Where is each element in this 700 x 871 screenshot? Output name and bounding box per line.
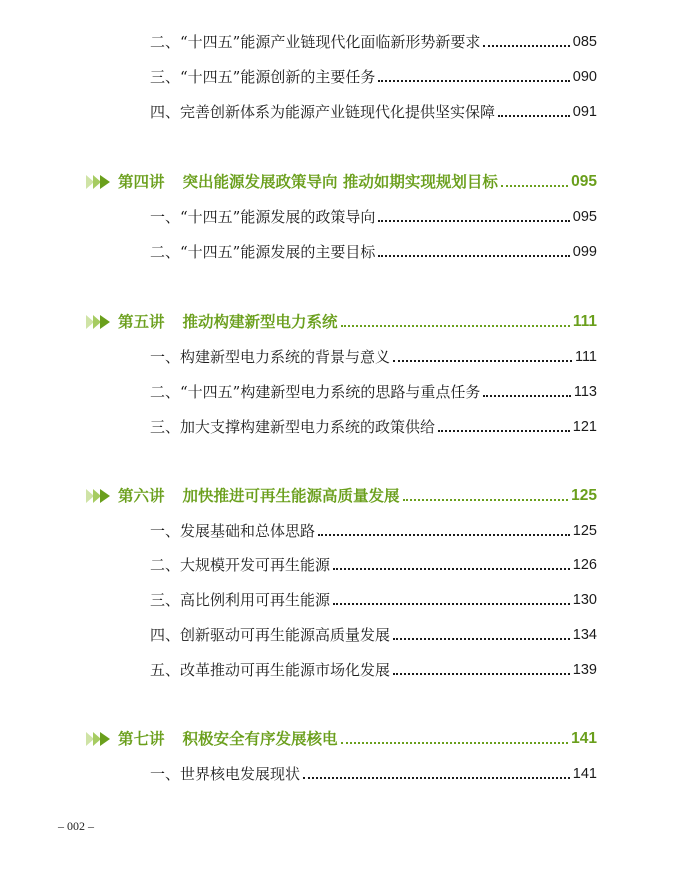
dot-leader <box>393 638 570 640</box>
chapter-number: 第六讲 <box>118 486 165 505</box>
dot-leader <box>438 430 570 432</box>
toc-chapter-entry[interactable] <box>86 482 597 506</box>
toc-section-title: 一、世界核电发展现状 <box>150 765 301 783</box>
toc-page-number: 113 <box>573 384 597 400</box>
toc-page-number: 090 <box>572 69 597 85</box>
toc-page-number: 125 <box>572 523 597 539</box>
toc-chapter-entry[interactable] <box>86 308 597 332</box>
chapter-arrow-icon <box>86 172 112 192</box>
dot-leader <box>378 80 569 82</box>
toc-section-title: 二、大规模开发可再生能源 <box>150 556 331 574</box>
toc-page-number: 111 <box>572 313 597 330</box>
toc-page-number: 085 <box>572 34 597 50</box>
toc-section-title: 二、“十四五”能源发展的主要目标 <box>150 243 376 261</box>
dot-leader <box>378 220 569 222</box>
toc-section-entry[interactable] <box>150 63 597 87</box>
dot-leader <box>318 534 570 536</box>
chapter-title: 突出能源发展政策导向 推动如期实现规划目标 <box>182 172 498 191</box>
dot-leader <box>333 568 570 570</box>
chapter-number: 第七讲 <box>118 729 165 748</box>
toc-section-title: 三、加大支撑构建新型电力系统的政策供给 <box>150 418 436 436</box>
dot-leader <box>378 255 569 257</box>
toc-page-number: 121 <box>572 419 597 435</box>
toc-section-entry[interactable] <box>150 28 597 52</box>
dot-leader <box>303 777 570 779</box>
toc-section-entry[interactable] <box>150 238 597 262</box>
toc-page-number: 130 <box>572 592 597 608</box>
toc-section-title: 五、改革推动可再生能源市场化发展 <box>150 661 391 679</box>
toc-section-entry[interactable] <box>150 760 597 784</box>
dot-leader <box>501 185 568 187</box>
toc-section-title: 四、创新驱动可再生能源高质量发展 <box>150 626 391 644</box>
dot-leader <box>483 395 571 397</box>
toc-section-title: 一、发展基础和总体思路 <box>150 522 316 540</box>
toc-page-number: 095 <box>571 173 597 190</box>
toc-section-entry[interactable] <box>150 203 597 227</box>
toc-section-entry[interactable] <box>150 517 597 541</box>
toc-section-title: 四、完善创新体系为能源产业链现代化提供坚实保障 <box>150 103 496 121</box>
chapter-arrow-icon <box>86 729 112 749</box>
toc-page-number: 141 <box>572 766 597 782</box>
toc-section-title: 二、“十四五”能源产业链现代化面临新形势新要求 <box>150 33 481 51</box>
dot-leader <box>341 742 569 744</box>
toc-page-number: 111 <box>574 349 597 365</box>
dot-leader <box>341 325 570 327</box>
toc-section-entry[interactable] <box>150 343 597 367</box>
toc-section-entry[interactable] <box>150 378 597 402</box>
chapter-arrow-icon <box>86 312 112 332</box>
toc-page-number: 099 <box>572 244 597 260</box>
dot-leader <box>483 45 569 47</box>
toc-page-number: 126 <box>572 557 597 573</box>
chapter-title: 推动构建新型电力系统 <box>182 312 338 331</box>
toc-section-entry[interactable] <box>150 621 597 645</box>
toc-section-title: 一、“十四五”能源发展的政策导向 <box>150 208 376 226</box>
toc-page-number: 139 <box>572 662 597 678</box>
dot-leader <box>498 115 570 117</box>
page-footer-number: – 002 – <box>58 819 94 833</box>
chapter-arrow-icon <box>86 486 112 506</box>
dot-leader <box>393 360 572 362</box>
chapter-number: 第四讲 <box>118 172 165 191</box>
chapter-number: 第五讲 <box>118 312 165 331</box>
toc-chapter-entry[interactable] <box>86 168 597 192</box>
dot-leader <box>393 673 570 675</box>
dot-leader <box>403 499 569 501</box>
toc-section-entry[interactable] <box>150 551 597 575</box>
toc-section-title: 三、“十四五”能源创新的主要任务 <box>150 68 376 86</box>
toc-page-number: 091 <box>572 104 597 120</box>
toc-section-entry[interactable] <box>150 413 597 437</box>
toc-page-number: 141 <box>571 730 597 747</box>
toc-section-title: 三、高比例利用可再生能源 <box>150 591 331 609</box>
toc-section-title: 一、构建新型电力系统的背景与意义 <box>150 348 391 366</box>
toc-chapter-entry[interactable] <box>86 725 597 749</box>
chapter-title: 积极安全有序发展核电 <box>182 729 338 748</box>
toc-page-number: 095 <box>572 209 597 225</box>
toc-page-number: 134 <box>572 627 597 643</box>
toc-section-entry[interactable] <box>150 98 597 122</box>
toc-section-entry[interactable] <box>150 586 597 610</box>
toc-section-title: 二、“十四五”构建新型电力系统的思路与重点任务 <box>150 383 481 401</box>
dot-leader <box>333 603 570 605</box>
toc-section-entry[interactable] <box>150 656 597 680</box>
toc-page-number: 125 <box>571 487 597 504</box>
chapter-title: 加快推进可再生能源高质量发展 <box>182 486 400 505</box>
